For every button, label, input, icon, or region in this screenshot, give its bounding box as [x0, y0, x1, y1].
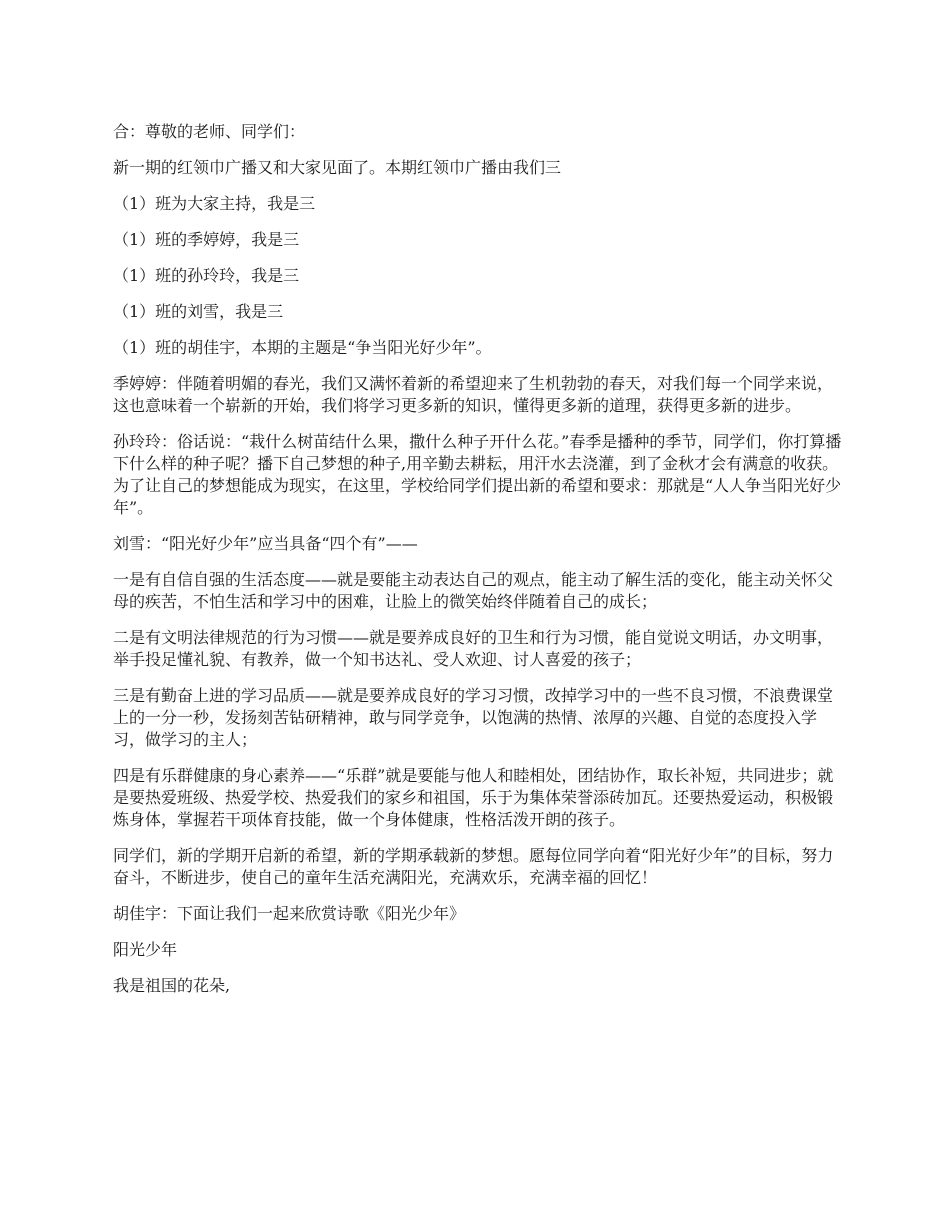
host-line-2: （1）班的季婷婷，我是三 — [113, 230, 300, 249]
paragraph-point-one: 一是有自信自强的生活态度——就是要能主动表达自己的观点，能主动了解生活的变化，能主动关怀父母的疾苦，不怕生活和学习中的困难，让脸上的微笑始终伴随着自己的成长； — [113, 570, 834, 611]
poem-line-1: 我是祖国的花朵, — [113, 976, 231, 995]
intro-line: 新一期的红领巾广播又和大家见面了。本期红领巾广播由我们三 — [113, 158, 562, 177]
host-line-3: （1）班的孙玲玲，我是三 — [113, 266, 300, 285]
poem-title: 阳光少年 — [113, 940, 178, 959]
host-line-1: （1）班为大家主持，我是三 — [113, 194, 316, 213]
theme-line: （1）班的胡佳宇，本期的主题是“争当阳光好少年”。 — [113, 338, 492, 357]
paragraph-point-three: 三是有勤奋上进的学习品质——就是要养成良好的学习习惯，改掉学习中的一些不良习惯，不浪费课堂上的一分一秒，发扬刻苦钻研精神，敢与同学竞争，以饱满的热情、浓厚的兴趣、自觉的态度投入学习，做学习的主人； — [113, 686, 834, 749]
paragraph-sun-lingling: 孙玲玲：俗话说：“栽什么树苗结什么果，撒什么种子开什么花。”春季是播种的季节，同学们，你打算播下什么样的种子呢？播下自己梦想的种子,用辛勤去耕耘，用汗水去浇灌，到了金秋才会有满意的收获。为了让自己的梦想能成为现实，在这里，学校给同学们提出新的希望和要求：那就是“人人争当阳光好少年”。 — [113, 432, 842, 517]
paragraph-closing: 同学们，新的学期开启新的希望，新的学期承载新的梦想。愿每位同学向着“阳光好少年”的目标，努力奋斗，不断进步，使自己的童年生活充满阳光，充满欢乐，充满幸福的回忆！ — [113, 846, 834, 887]
paragraph-point-four: 四是有乐群健康的身心素养——“乐群”就是要能与他人和睦相处，团结协作，取长补短，共同进步；就是要热爱班级、热爱学校、热爱我们的家乡和祖国，乐于为集体荣誉添砖加瓦。还要热爱运动，积极锻炼身体，掌握若干项体育技能，做一个身体健康，性格活泼开朗的孩子。 — [113, 766, 834, 829]
paragraph-liu-xue: 刘雪：“阳光好少年”应当具备“四个有”—— — [113, 534, 418, 553]
host-line-4: （1）班的刘雪，我是三 — [113, 302, 284, 321]
document-body — [113, 121, 843, 1011]
paragraph-ji-tingting: 季婷婷：伴随着明媚的春光，我们又满怀着新的希望迎来了生机勃勃的春天，对我们每一个同学来说，这也意味着一个崭新的开始，我们将学习更多新的知识，懂得更多新的道理，获得更多新的进步。 — [113, 374, 834, 415]
paragraph-hu-jiayu: 胡佳宇：下面让我们一起来欣赏诗歌《阳光少年》 — [113, 904, 466, 923]
greeting-line: 合：尊敬的老师、同学们： — [113, 122, 306, 141]
paragraph-point-two: 二是有文明法律规范的行为习惯——就是要养成良好的卫生和行为习惯，能自觉说文明话，办文明事，举手投足懂礼貌、有教养，做一个知书达礼、受人欢迎、讨人喜爱的孩子； — [113, 628, 834, 669]
